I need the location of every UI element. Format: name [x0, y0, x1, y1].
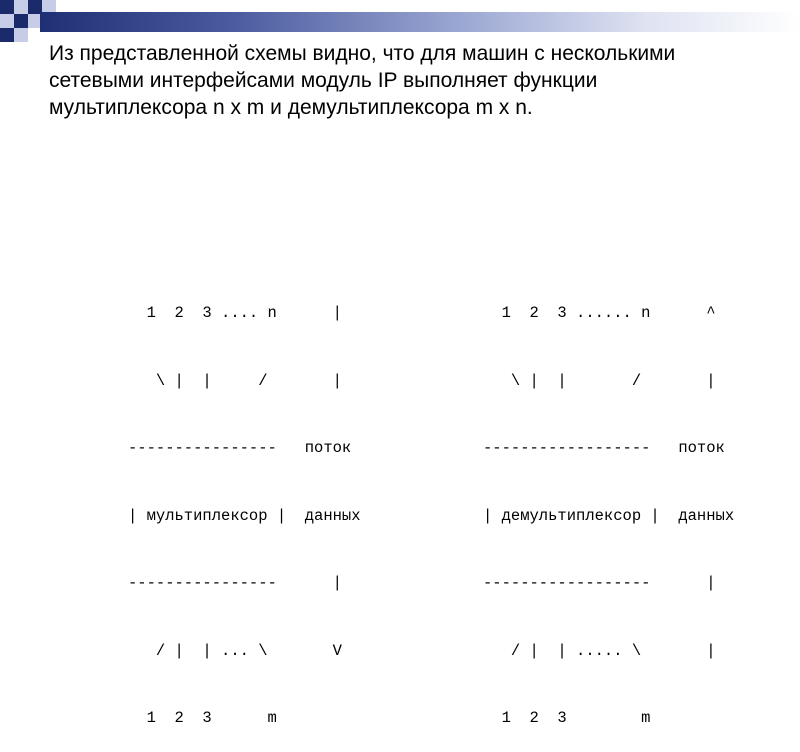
diagram-line: 1 2 3 m [483, 709, 651, 727]
corner-square [14, 28, 28, 42]
diagram-line: ---------------- | [128, 574, 342, 592]
corner-square [0, 0, 14, 14]
slide-paragraph: Из представленной схемы видно, что для машин с несколькими сетевыми интерфейсами модуль IP выполняет функции мультиплексора n x m и демультиплексора m x n. [49, 42, 676, 119]
diagram-line: / | | ... \ V [128, 641, 342, 660]
diagram-line: 1 2 3 m [128, 709, 277, 727]
corner-square [14, 0, 28, 14]
diagram-line: 1 2 3 ...... n ^ [483, 304, 716, 322]
demultiplexer-diagram [483, 257, 734, 752]
diagram-line: \ | | / | [483, 371, 716, 390]
diagram-line: ------------------ поток [483, 439, 725, 457]
header-gradient-bar [40, 12, 800, 32]
corner-square [14, 14, 28, 28]
diagram-line: \ | | / | [128, 371, 342, 390]
diagram-line: 1 2 3 .... n | [128, 304, 342, 322]
corner-square [0, 14, 14, 28]
diagram-line: | демультиплексор | данных [483, 506, 735, 525]
diagram-line: ---------------- поток [128, 439, 352, 457]
diagram-line: / | | ..... \ | [483, 641, 716, 660]
multiplexer-diagram [128, 257, 361, 752]
diagram-line: ------------------ | [483, 574, 716, 592]
corner-square [0, 28, 14, 42]
diagram-line: | мультиплексор | данных [128, 506, 361, 525]
